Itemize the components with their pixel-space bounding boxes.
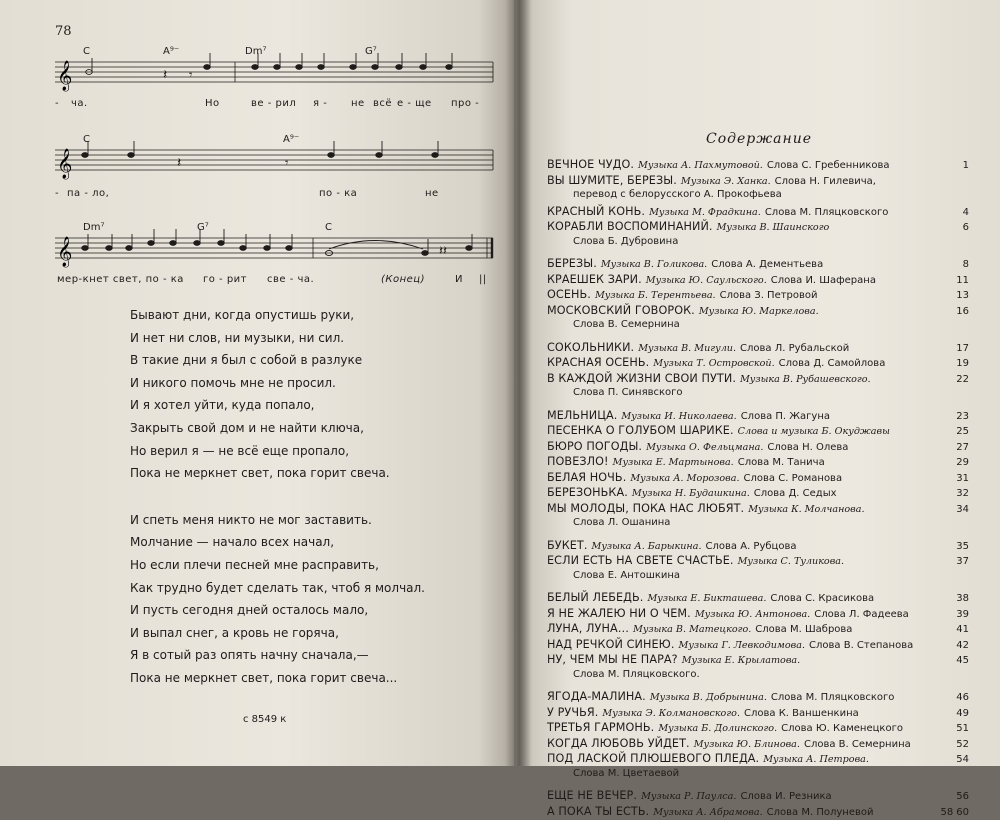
page-ref: 16 <box>953 306 969 317</box>
lyricist-credit: Слова М. Цветаевой <box>573 768 679 779</box>
song-title: ПОД ЛАСКОЙ ПЛЮШЕВОГО ПЛЕДА. <box>547 752 759 765</box>
staff-lines <box>55 150 493 170</box>
contents-entry <box>547 669 969 685</box>
lyricist-credit: Слова М. Полуневой <box>767 807 874 818</box>
lyrics-line <box>55 274 495 288</box>
page-ref: 58 <box>938 807 954 818</box>
composer-credit: Музыка В. Мигули. <box>638 343 736 354</box>
song-title: БЕЛАЯ НОЧЬ. <box>547 471 626 484</box>
page-ref: 27 <box>953 442 969 453</box>
song-title: БЮРО ПОГОДЫ. <box>547 440 642 453</box>
composer-credit: Музыка Ю. Саульского. <box>646 275 767 286</box>
song-title: БЕРЕЗОНЬКА. <box>547 486 628 499</box>
treble-clef-icon: 𝄞 <box>57 148 72 180</box>
song-title: КРАСНАЯ ОСЕНЬ. <box>547 356 649 369</box>
lyricist-credit: перевод с белорусского А. Прокофьева <box>573 189 782 200</box>
chord-label: G⁷ <box>197 222 209 233</box>
page-ref: 56 <box>953 791 969 802</box>
treble-clef-icon: 𝄞 <box>57 236 72 268</box>
lyricist-credit: Слова Н. Гилевича, <box>775 176 876 187</box>
song-title: НУ, ЧЕМ МЫ НЕ ПАРА? <box>547 653 678 666</box>
song-title: НАД РЕЧКОЙ СИНЕЮ. <box>547 638 675 651</box>
page-ref: 32 <box>953 488 969 499</box>
page-ref: 19 <box>953 358 969 369</box>
contents-entry <box>547 768 969 784</box>
page-ref: 60 <box>953 807 969 818</box>
poem-line: В такие дни я был с собой в разлуке <box>130 349 500 372</box>
contents-entry <box>547 220 969 236</box>
stanza-1 <box>130 304 500 485</box>
chord-label: Dm⁷ <box>245 46 266 57</box>
song-title: У РУЧЬЯ. <box>547 706 598 719</box>
lyricist-credit: Слова Л. Фадеева <box>814 609 909 620</box>
lyric-syllable: све - ча. <box>267 274 314 285</box>
composer-credit: Музыка Э. Ханка. <box>681 176 771 187</box>
composer-credit: Музыка М. Фрадкина. <box>649 207 761 218</box>
song-title: ВЫ ШУМИТЕ, БЕРЕЗЫ. <box>547 174 677 187</box>
svg-text:𝄾: 𝄾 <box>285 156 289 171</box>
song-title: МОСКОВСКИЙ ГОВОРОК. <box>547 304 695 317</box>
contents-entry <box>547 622 969 638</box>
poem-line: Бывают дни, когда опустишь руки, <box>130 304 500 327</box>
notes <box>82 141 439 171</box>
composer-credit: Музыка Б. Терентьева. <box>595 290 716 301</box>
contents-entry <box>547 517 969 533</box>
page-ref: 35 <box>953 541 969 552</box>
composer-credit: Музыка В. Шаинского <box>717 222 830 233</box>
lyricist-credit: Слова С. Романова <box>744 473 843 484</box>
composer-credit: Музыка В. Рубашевского. <box>740 374 871 385</box>
page-ref: 17 <box>953 343 969 354</box>
page-ref: 23 <box>953 411 969 422</box>
composer-credit: Слова и музыка Б. Окуджавы <box>738 426 890 437</box>
contents-entry <box>547 591 969 607</box>
chord-label: C <box>83 134 90 145</box>
contents-entry <box>547 638 969 654</box>
poem-line: Пока не меркнет свет, пока горит свеча. <box>130 462 500 485</box>
song-title: КРАЕШЕК ЗАРИ. <box>547 273 642 286</box>
contents-entry <box>547 341 969 357</box>
contents-entry <box>547 304 969 320</box>
lyricist-credit: Слова А. Дементьева <box>711 259 823 270</box>
chord-label: Dm⁷ <box>83 222 104 233</box>
song-title: ПЕСЕНКА О ГОЛУБОМ ШАРИКЕ. <box>547 424 734 437</box>
song-title: Я НЕ ЖАЛЕЮ НИ О ЧЕМ. <box>547 607 691 620</box>
page-ref: 13 <box>953 290 969 301</box>
contents-entry <box>547 607 969 623</box>
poem-line: И пусть сегодня дней осталось мало, <box>130 599 500 622</box>
lyric-syllable: по - ка <box>319 188 357 199</box>
treble-clef-icon: 𝄞 <box>57 60 72 92</box>
poem-line: Но если плечи песней мне расправить, <box>130 554 500 577</box>
contents-entry <box>547 273 969 289</box>
lyric-syllable: ча. <box>71 98 88 109</box>
song-title: ТРЕТЬЯ ГАРМОНЬ. <box>547 721 654 734</box>
lyric-syllable: е - ще <box>397 98 432 109</box>
contents-entry <box>547 706 969 722</box>
composer-credit: Музыка Г. Левкодимова. <box>679 640 806 651</box>
book-gutter <box>505 0 531 766</box>
music-system-1 <box>55 38 495 112</box>
lyric-syllable: па - ло, <box>67 188 109 199</box>
page-ref: 11 <box>953 275 969 286</box>
lyricist-credit: Слова В. Семернина <box>573 319 680 330</box>
lyricist-credit: Слова Б. Дубровина <box>573 236 678 247</box>
page-ref: 29 <box>953 457 969 468</box>
chord-label: A⁹⁻ <box>163 46 179 57</box>
lyricist-credit: Слова Л. Рубальской <box>740 343 849 354</box>
song-title: КРАСНЫЙ КОНЬ. <box>547 205 645 218</box>
lyricist-credit: Слова П. Жагуна <box>741 411 830 422</box>
page-ref: 8 <box>960 259 969 270</box>
contents-entry <box>547 387 969 403</box>
contents-entry <box>547 653 969 669</box>
notes <box>86 53 453 83</box>
song-title: ЕСЛИ ЕСТЬ НА СВЕТЕ СЧАСТЬЕ. <box>547 554 734 567</box>
composer-credit: Музыка Р. Паулса. <box>641 791 736 802</box>
page-ref: 22 <box>953 374 969 385</box>
svg-text:𝄽: 𝄽 <box>163 67 167 83</box>
print-code: с 8549 к <box>243 714 286 725</box>
poem-line: И никого помочь мне не просил. <box>130 372 500 395</box>
lyricist-credit: Слова С. Гребенникова <box>767 160 890 171</box>
page-ref: 6 <box>960 222 969 233</box>
poem-line: И нет ни слов, ни музыки, ни сил. <box>130 327 500 350</box>
lyricist-credit: Слова Д. Самойлова <box>779 358 886 369</box>
lyricist-credit: Слова М. Пляцковского <box>771 692 895 703</box>
contents-heading: Содержание <box>706 131 812 147</box>
lyric-syllable: - <box>55 98 59 109</box>
contents-entry <box>547 409 969 425</box>
song-title: А ПОКА ТЫ ЕСТЬ. <box>547 805 649 818</box>
song-title: МЕЛЬНИЦА. <box>547 409 617 422</box>
contents-entry <box>547 721 969 737</box>
poem <box>130 304 500 714</box>
lyricist-credit: Слова М. Танича <box>738 457 825 468</box>
left-page <box>0 0 520 766</box>
contents-entry <box>547 486 969 502</box>
music-system-3 <box>55 214 495 288</box>
poem-line: Я в сотый раз опять начну сначала,— <box>130 644 500 667</box>
page-ref: 52 <box>953 739 969 750</box>
song-title: ЯГОДА-МАЛИНА. <box>547 690 646 703</box>
lyric-syllable: - <box>55 188 59 199</box>
lyricist-credit: Слова Н. Олева <box>767 442 848 453</box>
lyric-syllable: мер-кнет свет, по - ка <box>57 274 184 285</box>
poem-line: И спеть меня никто не мог заставить. <box>130 509 500 532</box>
composer-credit: Музыка Ю. Маркелова. <box>699 306 819 317</box>
lyric-syllable: И <box>455 274 463 285</box>
chord-label: G⁷ <box>365 46 377 57</box>
page-ref: 41 <box>953 624 969 635</box>
contents-entry <box>547 554 969 570</box>
contents-entry <box>547 440 969 456</box>
contents-entry <box>547 737 969 753</box>
composer-credit: Музыка Е. Крылатова. <box>682 655 800 666</box>
poem-line: Пока не меркнет свет, пока горит свеча... <box>130 667 500 690</box>
song-title: ЕЩЕ НЕ ВЕЧЕР. <box>547 789 637 802</box>
page-ref: 49 <box>953 708 969 719</box>
chord-label: C <box>325 222 332 233</box>
lyricist-credit: Слова Л. Ошанина <box>573 517 670 528</box>
lyricist-credit: Слова С. Красикова <box>770 593 874 604</box>
lyricist-credit: Слова К. Ваншенкина <box>744 708 859 719</box>
lyricist-credit: Слова Д. Седых <box>754 488 837 499</box>
composer-credit: Музыка В. Голикова. <box>601 259 707 270</box>
composer-credit: Музыка Ю. Антонова. <box>695 609 810 620</box>
contents-entry <box>547 570 969 586</box>
lyricist-credit: Слова В. Степанова <box>809 640 913 651</box>
composer-credit: Музыка Э. Колмановского. <box>602 708 740 719</box>
stanza-2 <box>130 509 500 690</box>
page-ref: 37 <box>953 556 969 567</box>
song-title: КОРАБЛИ ВОСПОМИНАНИЙ. <box>547 220 713 233</box>
composer-credit: Музыка А. Абрамова. <box>653 807 762 818</box>
poem-line: Молчание — начало всех начал, <box>130 531 500 554</box>
song-title: ОСЕНЬ. <box>547 288 591 301</box>
page-ref: 54 <box>953 754 969 765</box>
composer-credit: Музыка Е. Мартынова. <box>613 457 734 468</box>
page-ref: 1 <box>960 160 969 171</box>
page-ref: 45 <box>953 655 969 666</box>
song-title: ЛУНА, ЛУНА… <box>547 622 629 635</box>
lyricist-credit: Слова И. Шаферана <box>771 275 876 286</box>
contents-entry <box>547 174 969 190</box>
staff-3 <box>55 214 495 274</box>
lyricist-credit: Слова Е. Антошкина <box>573 570 680 581</box>
contents-entry <box>547 752 969 768</box>
staff-lines <box>55 62 493 82</box>
page-ref: 38 <box>953 593 969 604</box>
contents-entry <box>547 372 969 388</box>
contents-entry <box>547 424 969 440</box>
lyricist-credit: Слова З. Петровой <box>720 290 818 301</box>
lyric-syllable: не <box>425 188 439 199</box>
contents-entry <box>547 455 969 471</box>
song-title: БЕРЕЗЫ. <box>547 257 597 270</box>
composer-credit: Музыка А. Пахмутовой. <box>638 160 763 171</box>
lyricist-credit: Слова Ю. Каменецкого <box>781 723 903 734</box>
chord-label: A⁹⁻ <box>283 134 299 145</box>
contents-entry <box>547 789 969 805</box>
notes <box>82 229 473 259</box>
composer-credit: Музыка Т. Островской. <box>653 358 774 369</box>
contents-entry <box>547 158 969 174</box>
contents-entry <box>547 257 969 273</box>
lyric-syllable: го - рит <box>203 274 247 285</box>
lyricist-credit: Слова И. Резника <box>740 791 831 802</box>
contents-entry <box>547 236 969 252</box>
lyric-syllable: всё <box>373 98 392 109</box>
contents-entry <box>547 319 969 335</box>
lyric-syllable: я - <box>313 98 327 109</box>
lyric-syllable: || <box>479 274 487 285</box>
svg-text:𝄾: 𝄾 <box>189 68 193 83</box>
lyric-syllable: (Конец) <box>381 274 425 285</box>
page-ref: 34 <box>953 504 969 515</box>
svg-text:𝄽: 𝄽 <box>177 155 181 171</box>
song-title: В КАЖДОЙ ЖИЗНИ СВОИ ПУТИ. <box>547 372 736 385</box>
song-title: СОКОЛЬНИКИ. <box>547 341 634 354</box>
composer-credit: Музыка Б. Долинского. <box>658 723 777 734</box>
poem-line: И выпал снег, а кровь не горяча, <box>130 622 500 645</box>
contents-entry <box>547 690 969 706</box>
composer-credit: Музыка А. Петрова. <box>763 754 869 765</box>
page-ref: 25 <box>953 426 969 437</box>
contents-entry <box>547 205 969 221</box>
contents-entry <box>547 471 969 487</box>
composer-credit: Музыка А. Барыкина. <box>592 541 702 552</box>
composer-credit: Музыка Ю. Блинова. <box>694 739 800 750</box>
staff-2 <box>55 128 495 188</box>
poem-line: И я хотел уйти, куда попало, <box>130 394 500 417</box>
staff-1 <box>55 38 495 98</box>
page-ref: 31 <box>953 473 969 484</box>
page-ref: 4 <box>960 207 969 218</box>
table-of-contents <box>547 158 969 820</box>
lyricist-credit: Слова А. Рубцова <box>706 541 797 552</box>
poem-line: Закрыть свой дом и не найти ключа, <box>130 417 500 440</box>
contents-entry <box>547 288 969 304</box>
lyric-syllable: про - <box>451 98 479 109</box>
lyricist-credit: Слова М. Пляцковского. <box>573 669 700 680</box>
page-ref: 51 <box>953 723 969 734</box>
lyric-syllable: Но <box>205 98 220 109</box>
page-ref: 39 <box>953 609 969 620</box>
composer-credit: Музыка С. Туликова. <box>738 556 844 567</box>
song-title: БЕЛЫЙ ЛЕБЕДЬ. <box>547 591 643 604</box>
lyrics-line <box>55 188 495 202</box>
composer-credit: Музыка В. Матецкого. <box>633 624 751 635</box>
contents-entry <box>547 805 969 820</box>
song-title: МЫ МОЛОДЫ, ПОКА НАС ЛЮБЯТ. <box>547 502 744 515</box>
contents-entry <box>547 356 969 372</box>
composer-credit: Музыка А. Морозова. <box>630 473 739 484</box>
contents-entry <box>547 539 969 555</box>
lyricist-credit: Слова М. Шаброва <box>755 624 852 635</box>
composer-credit: Музыка И. Николаева. <box>621 411 736 422</box>
composer-credit: Музыка О. Фельцмана. <box>646 442 763 453</box>
composer-credit: Музыка В. Добрынина. <box>650 692 767 703</box>
svg-text:𝄽𝄽: 𝄽𝄽 <box>439 244 447 259</box>
poem-line: Но верил я — не всё еще пропало, <box>130 440 500 463</box>
song-title: ВЕЧНОЕ ЧУДО. <box>547 158 634 171</box>
lyricist-credit: Слова П. Синявского <box>573 387 683 398</box>
page-number: 78 <box>55 24 72 39</box>
song-title: ПОВЕЗЛО! <box>547 455 609 468</box>
music-system-2 <box>55 128 495 202</box>
song-title: БУКЕТ. <box>547 539 588 552</box>
composer-credit: Музыка К. Молчанова. <box>748 504 864 515</box>
poem-line: Как трудно будет сделать так, чтоб я молчал. <box>130 577 500 600</box>
lyric-syllable: ве - рил <box>251 98 296 109</box>
composer-credit: Музыка Н. Будашкина. <box>632 488 750 499</box>
lyricist-credit: Слова В. Семернина <box>804 739 911 750</box>
song-title: КОГДА ЛЮБОВЬ УЙДЕТ. <box>547 737 690 750</box>
page-ref: 42 <box>953 640 969 651</box>
lyricist-credit: Слова М. Пляцковского <box>765 207 889 218</box>
lyrics-line <box>55 98 495 112</box>
chord-label: C <box>83 46 90 57</box>
composer-credit: Музыка Е. Бикташева. <box>647 593 766 604</box>
page-ref: 46 <box>953 692 969 703</box>
contents-entry <box>547 189 969 205</box>
contents-entry <box>547 502 969 518</box>
lyric-syllable: не <box>351 98 365 109</box>
